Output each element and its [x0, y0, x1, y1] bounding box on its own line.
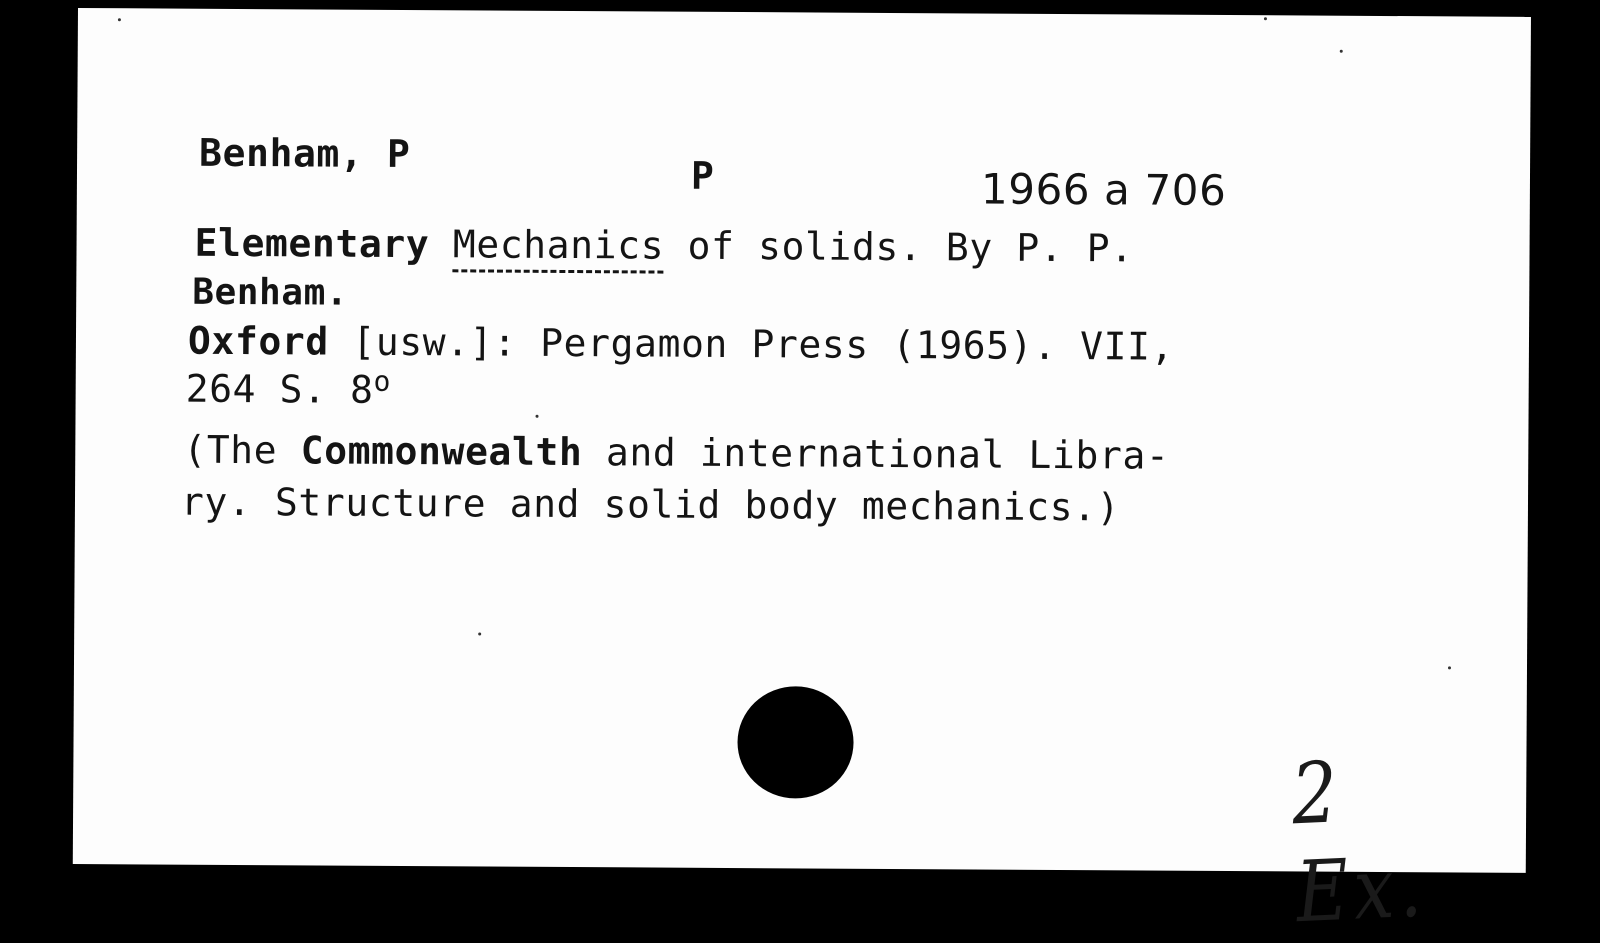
- imprint-place: Oxford: [187, 318, 353, 364]
- author-heading: Benham, P: [198, 130, 411, 177]
- dust-speck: [1264, 17, 1267, 20]
- title-part-3: of solids. By P. P.: [664, 223, 1134, 271]
- collation-format-sup: o: [373, 364, 392, 398]
- call-number: 1966 a 706: [980, 164, 1227, 216]
- title-statement-continued: Benham.: [192, 271, 349, 314]
- dust-speck: [536, 415, 539, 418]
- dust-speck: [478, 632, 481, 635]
- series-part-2: Commonwealth: [300, 428, 583, 475]
- title-part-1: Elementary: [194, 220, 453, 267]
- catalog-card: [73, 8, 1531, 942]
- imprint: [187, 318, 1175, 369]
- title-part-2: Mechanics: [452, 222, 665, 268]
- collation-text: 264 S. 8: [185, 366, 374, 412]
- dust-speck: [1340, 50, 1343, 53]
- series-line-1: [183, 427, 1170, 478]
- heading-mark: P: [690, 153, 715, 198]
- imprint-publisher: : Pergamon Press (1965). VII,: [493, 320, 1175, 369]
- dust-speck: [1448, 666, 1451, 669]
- series-part-3: and international Libra-: [582, 430, 1170, 478]
- series-line-2: ry. Structure and solid body mechanics.): [180, 479, 1121, 530]
- punch-hole: [737, 686, 854, 799]
- collation: [185, 364, 392, 412]
- imprint-usw: [usw.]: [352, 319, 494, 365]
- copies-note-handwritten: 2 Ex.: [1289, 743, 1429, 942]
- dust-speck: [118, 18, 121, 21]
- series-part-1: (The: [183, 427, 301, 473]
- title-statement: [194, 220, 1134, 271]
